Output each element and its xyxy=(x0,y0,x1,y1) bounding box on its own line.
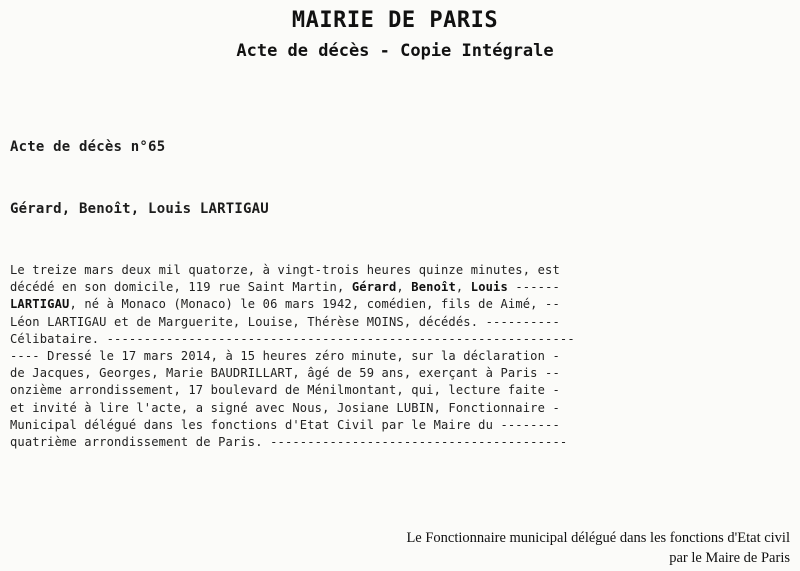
deceased-name-heading: Gérard, Benoît, Louis LARTIGAU xyxy=(10,201,269,217)
body-text-run: et invité à lire l'acte, a signé avec Nous, Josiane LUBIN, Fonctionnaire - xyxy=(10,400,560,415)
body-text-run: Municipal délégué dans les fonctions d'Etat Civil par le Maire du -------- xyxy=(10,417,560,432)
body-text-line xyxy=(10,417,710,434)
signature-line-1: Le Fonctionnaire municipal délégué dans les fonctions d'Etat civil xyxy=(406,530,790,546)
body-text-run: Le treize mars deux mil quatorze, à vingt-trois heures quinze minutes, est xyxy=(10,263,560,277)
body-text-line xyxy=(10,382,710,399)
body-text-run: onzième arrondissement, 17 boulevard de Ménilmontant, qui, lecture faite - xyxy=(10,383,560,398)
body-text-run: Léon LARTIGAU et de Marguerite, Louise, Thérèse MOINS, décédés. ---------- xyxy=(10,314,560,329)
body-text-line xyxy=(10,348,710,365)
body-text-line xyxy=(10,434,710,451)
page-title: MAIRIE DE PARIS xyxy=(291,8,499,33)
body-text-bold-run: LARTIGAU xyxy=(10,297,70,312)
body-text-run: , xyxy=(396,280,412,295)
body-text-run: de Jacques, Georges, Marie BAUDRILLART, âgé de 59 ans, exerçant à Paris -- xyxy=(10,366,560,381)
body-text-run: Célibataire. --------------------------------------------------------------- xyxy=(10,331,575,346)
body-text-line xyxy=(10,365,710,382)
body-text-run: ------ xyxy=(507,280,560,295)
body-text-run: décédé en son domicile, 119 rue Saint Martin, xyxy=(10,280,352,295)
body-text-run: , xyxy=(455,280,471,295)
signature-block xyxy=(406,528,790,568)
body-text-line xyxy=(10,314,710,331)
body-text-line xyxy=(10,296,710,313)
body-text-bold-run: Gérard xyxy=(351,280,397,295)
body-text-run: , né à Monaco (Monaco) le 06 mars 1942, comédien, fils de Aimé, -- xyxy=(69,297,560,312)
body-text-run: quatrième arrondissement de Paris. ---------------------------------------- xyxy=(10,434,568,449)
body-text-line xyxy=(10,400,710,417)
body-text-bold-run: Louis xyxy=(470,280,508,295)
body-text-line xyxy=(10,331,710,348)
signature-line-2: par le Maire de Paris xyxy=(669,550,790,566)
page-subtitle: Acte de décès - Copie Intégrale xyxy=(236,41,554,61)
certificate-body-text xyxy=(10,262,710,451)
body-text-run: ---- Dressé le 17 mars 2014, à 15 heures zéro minute, sur la déclaration - xyxy=(10,348,560,363)
body-text-line xyxy=(10,279,710,296)
act-number-heading: Acte de décès n°65 xyxy=(10,139,166,155)
body-text-line xyxy=(10,262,710,279)
body-text-bold-run: Benoît xyxy=(411,280,456,295)
